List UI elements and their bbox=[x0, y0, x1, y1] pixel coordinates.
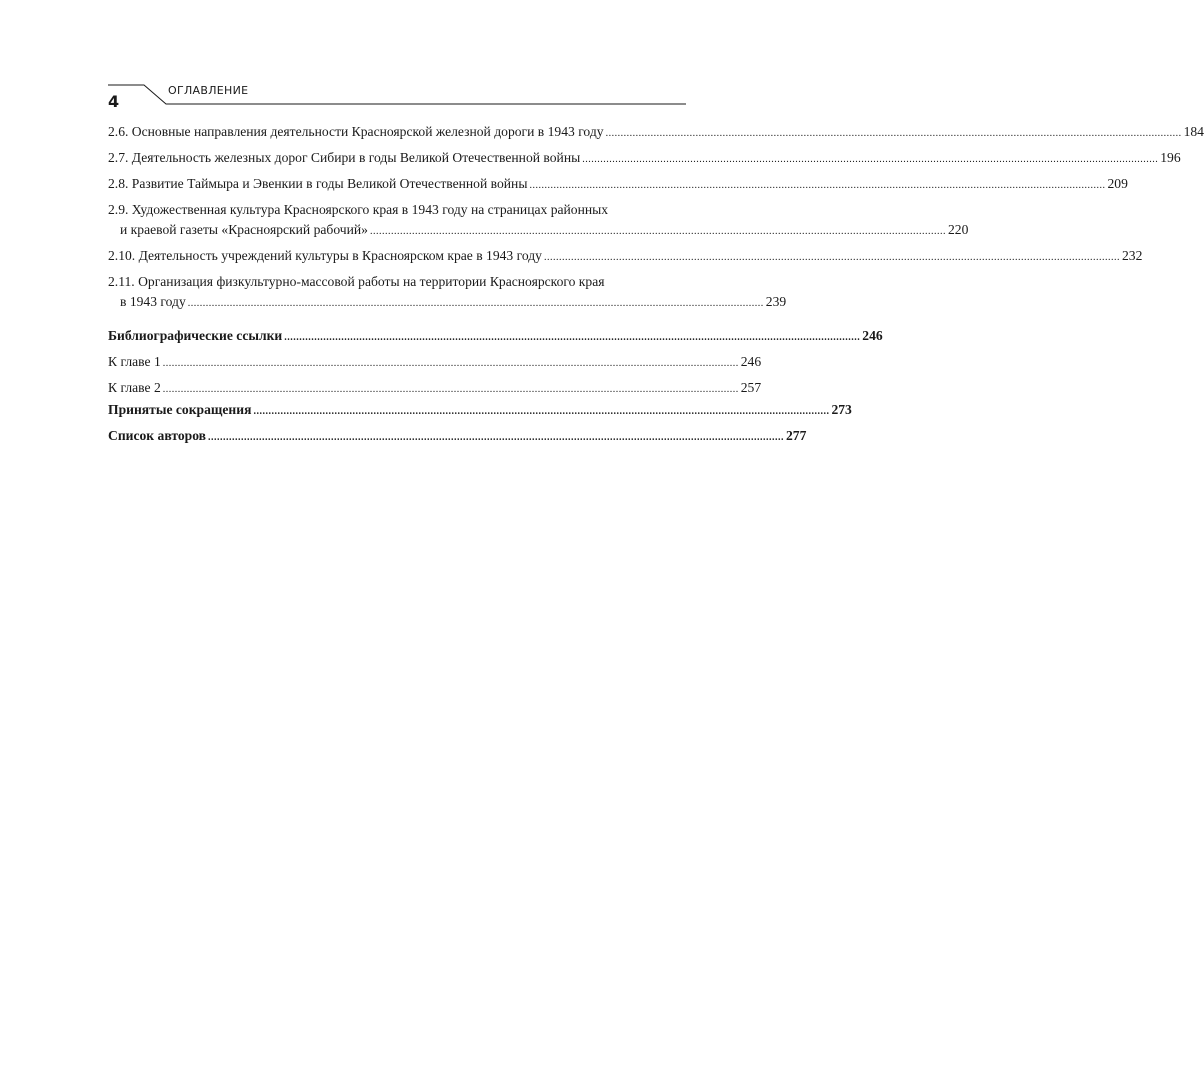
dot-leader: ................................................................................................................................................................................................ bbox=[369, 226, 946, 237]
toc-entry-title: 2.9. Художественная культура Красноярского края в 1943 году на страницах районных bbox=[108, 202, 609, 217]
dot-leader: ................................................................................................................................................................................................ bbox=[187, 298, 764, 309]
dot-leader: ................................................................................................................................................................................................ bbox=[162, 358, 739, 369]
table-of-contents bbox=[108, 122, 1204, 448]
dot-leader: ................................................................................................................................................................................................ bbox=[605, 128, 1182, 139]
toc-entry-2-6[interactable] bbox=[108, 122, 1204, 144]
toc-page-number: 257 bbox=[740, 380, 762, 395]
running-head: ОГЛАВЛЕНИЕ bbox=[168, 84, 249, 97]
toc-entry-chapter-2-refs[interactable] bbox=[108, 378, 762, 400]
toc-page-number: 196 bbox=[1160, 150, 1181, 165]
toc-entry-title: 2.11. Организация физкультурно-массовой работы на территории Красноярского края bbox=[108, 274, 605, 289]
dot-leader: ................................................................................................................................................................................................ bbox=[529, 180, 1106, 191]
toc-page-number: 273 bbox=[831, 402, 852, 417]
toc-page-number: 246 bbox=[740, 354, 762, 369]
toc-page-number: 246 bbox=[862, 328, 883, 343]
toc-entry-title: К главе 2 bbox=[108, 380, 161, 395]
toc-entry-2-11[interactable] bbox=[108, 272, 787, 314]
toc-entry-title: 2.6. Основные направления деятельности Красноярской железной дороги в 1943 году bbox=[108, 124, 604, 139]
dot-leader: ................................................................................................................................................................................................ bbox=[582, 154, 1159, 165]
toc-entry-title: Библиографические ссылки bbox=[108, 328, 283, 343]
toc-entry-chapter-1-refs[interactable] bbox=[108, 352, 762, 374]
page-number: 4 bbox=[108, 92, 120, 111]
toc-page-number: 277 bbox=[786, 428, 807, 443]
toc-entry-authors[interactable] bbox=[108, 426, 807, 448]
toc-entry-bibliography[interactable] bbox=[108, 326, 883, 348]
toc-entry-2-8[interactable] bbox=[108, 174, 1128, 196]
header-rule bbox=[108, 78, 688, 108]
toc-entry-2-9[interactable] bbox=[108, 200, 969, 242]
toc-entry-title: 2.8. Развитие Таймыра и Эвенкии в годы Великой Отечественной войны bbox=[108, 176, 528, 191]
toc-entry-title: Список авторов bbox=[108, 428, 206, 443]
toc-entry-title: 2.7. Деятельность железных дорог Сибири в годы Великой Отечественной войны bbox=[108, 150, 581, 165]
dot-leader: ................................................................................................................................................................................................ bbox=[208, 432, 784, 443]
toc-page-number: 220 bbox=[947, 222, 969, 237]
toc-page-number: 184 bbox=[1183, 124, 1204, 139]
toc-entry-title: Принятые сокращения bbox=[108, 402, 252, 417]
dot-leader: ................................................................................................................................................................................................ bbox=[162, 384, 739, 395]
toc-entry-2-10[interactable] bbox=[108, 246, 1143, 268]
toc-entry-abbreviations[interactable] bbox=[108, 400, 852, 422]
dot-leader: ................................................................................................................................................................................................ bbox=[284, 332, 861, 343]
toc-entry-title: К главе 1 bbox=[108, 354, 161, 369]
dot-leader: ................................................................................................................................................................................................ bbox=[543, 252, 1120, 263]
toc-entry-title-continued: в 1943 году bbox=[120, 294, 186, 309]
toc-page-number: 232 bbox=[1121, 248, 1143, 263]
toc-entry-2-7[interactable] bbox=[108, 148, 1181, 170]
toc-page-number: 239 bbox=[765, 294, 787, 309]
toc-entry-title: 2.10. Деятельность учреждений культуры в Красноярском крае в 1943 году bbox=[108, 248, 542, 263]
dot-leader: ................................................................................................................................................................................................ bbox=[253, 406, 830, 417]
toc-entry-title-continued: и краевой газеты «Красноярский рабочий» bbox=[120, 222, 368, 237]
toc-page-number: 209 bbox=[1107, 176, 1128, 191]
